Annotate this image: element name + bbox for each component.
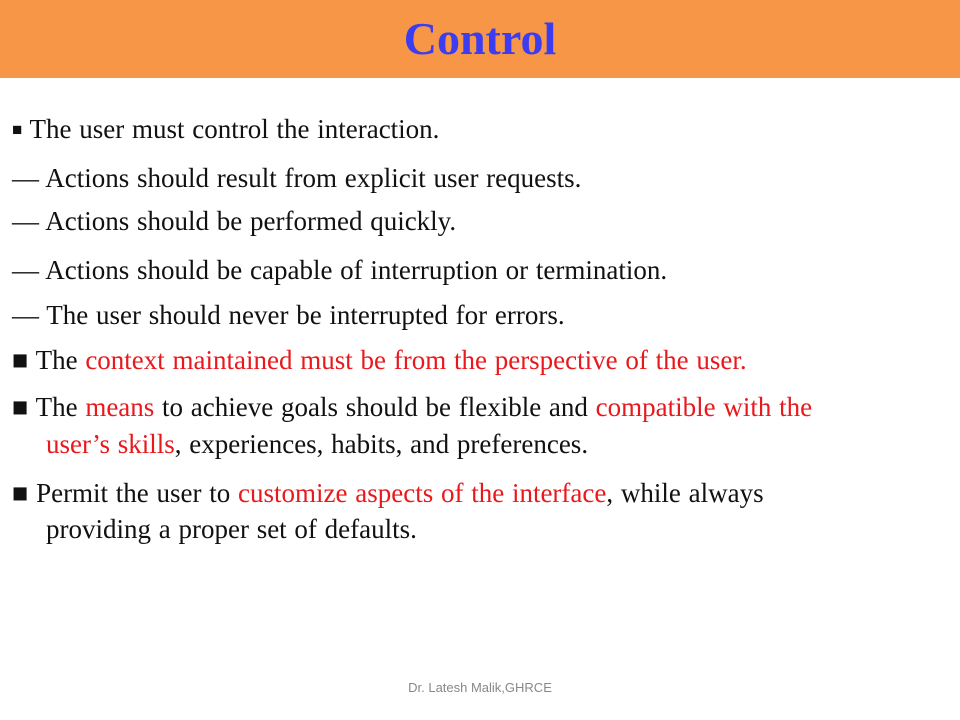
highlighted-text: means	[85, 392, 155, 422]
highlighted-text: context maintained must be from the perspective of the user.	[85, 345, 747, 375]
square-bullet-icon: ■	[12, 345, 29, 375]
line-text: The	[28, 392, 86, 422]
slide-title: Control	[403, 13, 557, 64]
line-text: Actions should be performed quickly.	[39, 206, 457, 236]
highlighted-text: compatible with the	[595, 392, 813, 422]
line-text: The user should never be interrupted for errors.	[39, 300, 565, 330]
square-bullet-icon: ■	[12, 392, 29, 422]
line-text: The	[28, 345, 86, 375]
square-bullet-icon: ■	[12, 120, 23, 139]
sub-bullet-line	[12, 162, 581, 194]
dash-bullet-icon: —	[12, 255, 39, 285]
bullet-line	[12, 113, 439, 146]
dash-bullet-icon: —	[12, 300, 39, 330]
line-text: The user must control the interaction.	[22, 114, 440, 144]
line-text: Actions should result from explicit user requests.	[39, 163, 582, 193]
sub-bullet-line	[12, 299, 565, 331]
line-text: providing a proper set of defaults.	[46, 514, 417, 544]
footer-author: Dr. Latesh Malik,GHRCE	[408, 680, 552, 695]
dash-bullet-icon: —	[12, 206, 39, 236]
continuation-line	[46, 513, 417, 545]
line-text: Permit the user to	[28, 478, 239, 508]
highlighted-text: customize aspects of the interface	[238, 478, 607, 508]
highlighted-text: user’s skills	[46, 429, 175, 459]
line-text: to achieve goals should be flexible and	[154, 392, 596, 422]
bullet-line	[12, 391, 812, 423]
sub-bullet-line	[12, 205, 456, 237]
bullet-line	[12, 344, 747, 376]
dash-bullet-icon: —	[12, 163, 39, 193]
line-text: , experiences, habits, and preferences.	[174, 429, 589, 459]
square-bullet-icon: ■	[12, 478, 29, 508]
sub-bullet-line	[12, 254, 667, 286]
bullet-line	[12, 477, 764, 509]
continuation-line	[46, 428, 588, 460]
line-text: Actions should be capable of interruption or termination.	[39, 255, 668, 285]
line-text: , while always	[606, 478, 764, 508]
